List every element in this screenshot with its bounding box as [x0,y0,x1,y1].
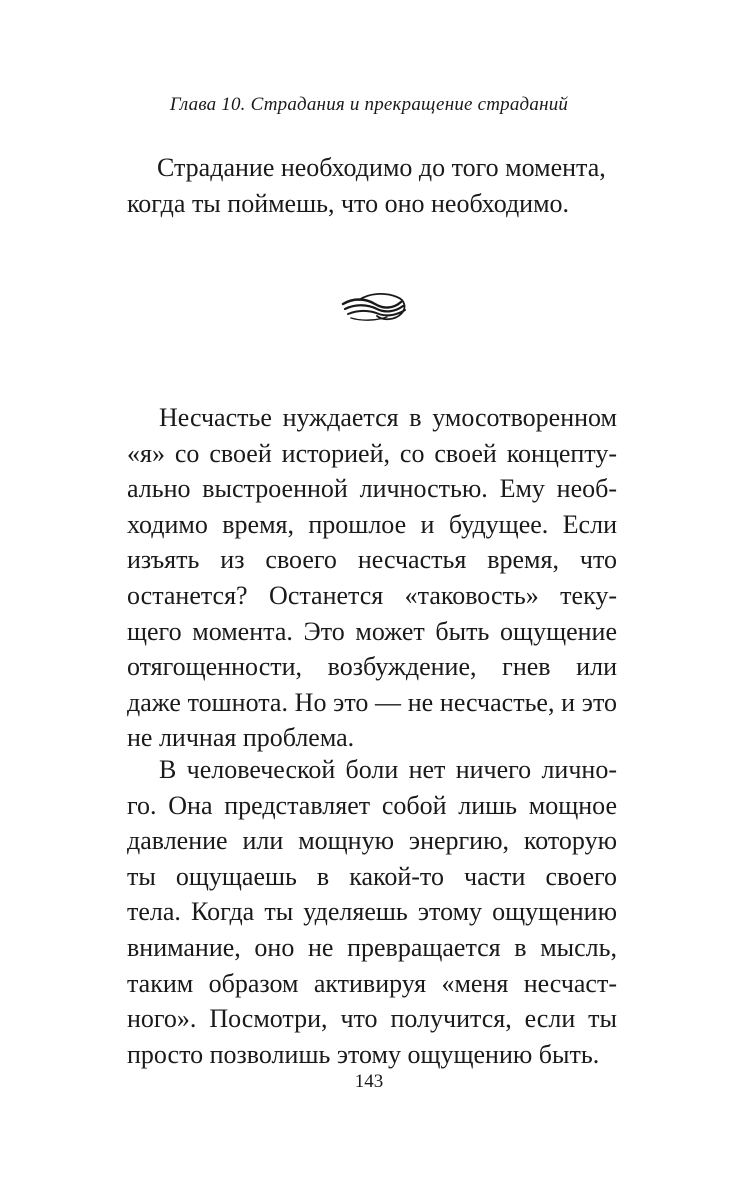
flourish-ornament-icon [339,290,411,324]
paragraph-2-line: ты ощущаешь в какой-то части своего [127,861,617,891]
paragraph-1-line: не личная проблема. [127,723,355,753]
paragraph-2 [127,752,617,1072]
epigraph-line-2: когда ты поймешь, что оно необходимо. [127,189,570,218]
paragraph-2-line: тела. Когда ты уделяешь этому ощущению [127,897,617,927]
paragraph-1-line: изъять из своего несчастья время, что [127,545,617,575]
paragraph-2-line: го. Она представляет собой лишь мощное [127,790,617,820]
paragraph-1-line: даже тошнота. Но это — не несчастье, и это [127,687,617,717]
running-head: Глава 10. Страдания и прекращение страданий [169,94,569,115]
paragraph-2-line: внимание, оно не превращается в мысль, [127,932,617,962]
paragraph-1-line: останется? Останется «таковость» теку- [127,580,617,610]
paragraph-2-line: таким образом активируя «меня несчаст- [127,968,617,998]
paragraph-2-line: просто позволишь этому ощущению быть. [127,1039,600,1069]
paragraph-1-line: ально выстроенной личностью. Ему необ- [127,474,617,504]
paragraph-1-line: отягощенности, возбуждение, гнев или [127,652,617,682]
paragraph-2-line: давление или мощную энергию, которую [127,826,617,856]
paragraph-2-line: В человеческой боли нет ничего лично- [159,755,617,784]
page-number: 143 [354,1071,384,1092]
epigraph [127,150,617,222]
paragraph-1-line: «я» со своей историей, со своей концепту- [127,438,617,468]
paragraph-1-line: Несчастье нуждается в умосотворенном [159,403,617,432]
paragraph-1-line: щего момента. Это может быть ощущение [127,616,617,646]
paragraph-2-line: ного». Посмотри, что получится, если ты [127,1004,617,1034]
paragraph-1 [127,400,617,756]
paragraph-1-line: ходимо время, прошлое и будущее. Если [127,509,617,539]
epigraph-line-1: Страдание необходимо до того момента, [157,153,606,182]
